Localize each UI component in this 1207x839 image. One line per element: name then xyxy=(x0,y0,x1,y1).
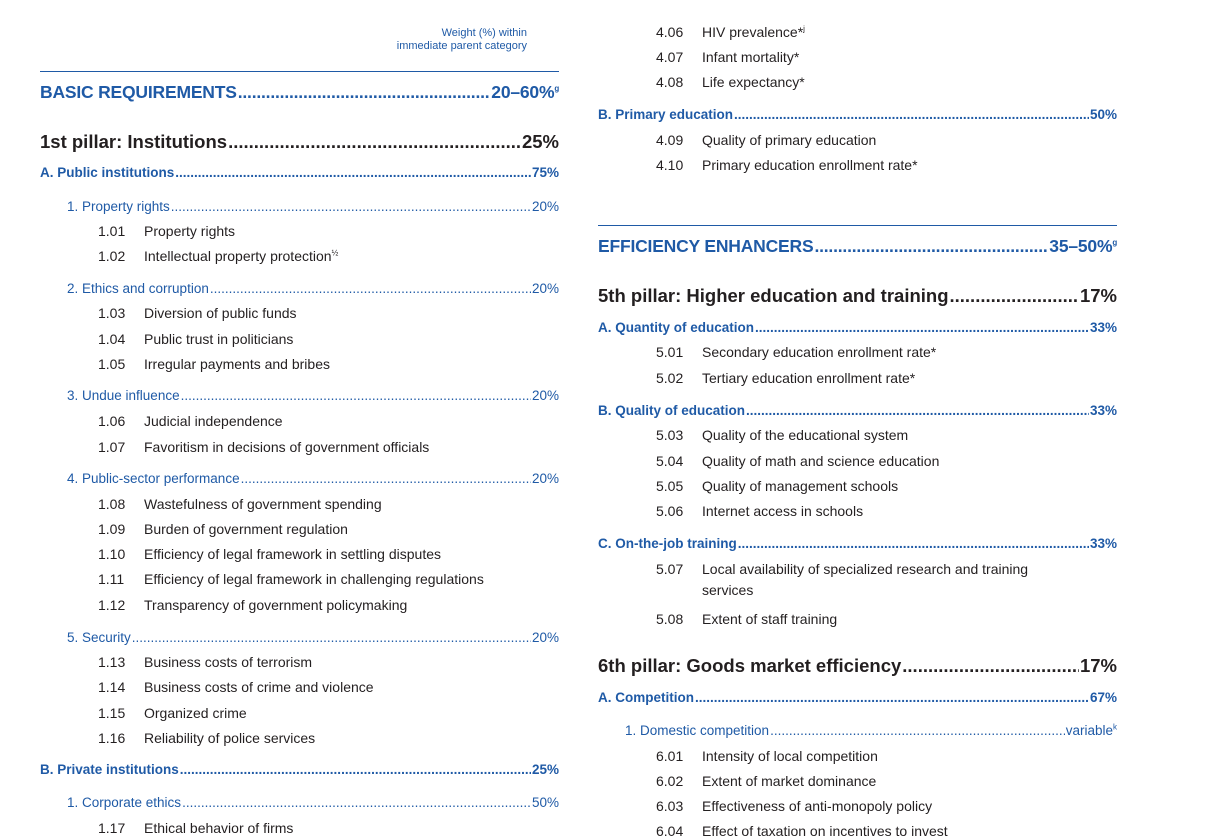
indicator-1-11: 1.11 Efficiency of legal framework in challenging regulations xyxy=(98,571,484,587)
category-security: 5. Security ..... 20% xyxy=(67,630,559,645)
indicator-4-08: 4.08 Life expectancy* xyxy=(656,74,805,90)
indicator-1-17: 1.17 Ethical behavior of firms xyxy=(98,820,294,836)
indicator-6-02: 6.02 Extent of market dominance xyxy=(656,773,877,789)
indicator-1-16: 1.16 Reliability of police services xyxy=(98,730,316,746)
indicator-1-09: 1.09 Burden of government regulation xyxy=(98,521,348,537)
indicator-1-08: 1.08 Wastefulness of government spending xyxy=(98,496,382,512)
indicator-5-03: 5.03 Quality of the educational system xyxy=(656,427,909,443)
basic-requirements-heading: BASIC REQUIREMENTS ..... 20–60%$^g$ xyxy=(40,82,559,103)
indicator-6-03: 6.03 Effectiveness of anti-monopoly policy xyxy=(656,798,933,814)
category-property-rights: 1. Property rights ..... 20% xyxy=(67,199,559,214)
subindex-private-institutions: B. Private institutions ..... 25% xyxy=(40,762,559,777)
category-public-sector-performance: 4. Public-sector performance ..... 20% xyxy=(67,471,559,486)
indicator-1-14: 1.14 Business costs of crime and violence xyxy=(98,679,374,695)
indicator-5-04: 5.04 Quality of math and science education xyxy=(656,453,940,469)
subindex-primary-education: B. Primary education ..... 50% xyxy=(598,107,1117,122)
indicator-1-03: 1.03 Diversion of public funds xyxy=(98,305,297,321)
indicator-4-09: 4.09 Quality of primary education xyxy=(656,132,877,148)
indicator-5-07: 5.07 Local availability of specialized research and training services xyxy=(656,561,1029,598)
indicator-4-07: 4.07 Infant mortality* xyxy=(656,49,800,65)
category-corporate-ethics: 1. Corporate ethics ..... 50% xyxy=(67,795,559,810)
indicator-4-06: 4.06 HIV prevalence*$^j$ xyxy=(656,24,805,40)
indicator-6-01: 6.01 Intensity of local competition xyxy=(656,748,878,764)
indicator-1-04: 1.04 Public trust in politicians xyxy=(98,331,294,347)
indicator-1-06: 1.06 Judicial independence xyxy=(98,413,283,429)
subindex-quantity-education: A. Quantity of education ..... 33% xyxy=(598,320,1117,335)
indicator-5-05: 5.05 Quality of management schools xyxy=(656,478,899,494)
pillar-6-heading: 6th pillar: Goods market efficiency ..... 17% xyxy=(598,655,1117,677)
indicator-1-15: 1.15 Organized crime xyxy=(98,705,247,721)
indicator-4-10: 4.10 Primary education enrollment rate* xyxy=(656,157,918,173)
indicator-1-13: 1.13 Business costs of terrorism xyxy=(98,654,313,670)
subindex-public-institutions: A. Public institutions ..... 75% xyxy=(40,165,559,180)
subindex-quality-education: B. Quality of education ..... 33% xyxy=(598,403,1117,418)
pillar-5-heading: 5th pillar: Higher education and training ..... 17% xyxy=(598,285,1117,307)
indicator-1-01: 1.01 Property rights xyxy=(98,223,236,239)
category-domestic-competition: 1. Domestic competition ..... variable$^k$ xyxy=(625,723,1117,738)
efficiency-enhancers-heading: EFFICIENCY ENHANCERS ..... 35–50%$^g$ xyxy=(598,236,1117,257)
indicator-5-01: 5.01 Secondary education enrollment rate* xyxy=(656,344,937,360)
indicator-1-07: 1.07 Favoritism in decisions of government officials xyxy=(98,439,430,455)
indicator-6-04: 6.04 Effect of taxation on incentives to invest xyxy=(656,823,948,839)
indicator-5-02: 5.02 Tertiary education enrollment rate* xyxy=(656,370,916,386)
section-rule xyxy=(40,71,559,72)
indicator-1-05: 1.05 Irregular payments and bribes xyxy=(98,356,330,372)
subindex-on-the-job-training: C. On-the-job training ..... 33% xyxy=(598,536,1117,551)
category-undue-influence: 3. Undue influence ..... 20% xyxy=(67,388,559,403)
category-ethics-corruption: 2. Ethics and corruption ..... 20% xyxy=(67,281,559,296)
weight-header-line1: Weight (%) within xyxy=(441,27,527,39)
weight-header-line2: immediate parent category xyxy=(396,40,527,52)
subindex-competition: A. Competition ..... 67% xyxy=(598,690,1117,705)
indicator-5-08: 5.08 Extent of staff training xyxy=(656,611,838,627)
section-rule xyxy=(598,225,1117,226)
indicator-1-10: 1.10 Efficiency of legal framework in settling disputes xyxy=(98,546,441,562)
indicator-1-12: 1.12 Transparency of government policymaking xyxy=(98,597,408,613)
indicator-1-02: 1.02 Intellectual property protection$^{\frac{1}{2}}$ xyxy=(98,248,339,264)
indicator-5-06: 5.06 Internet access in schools xyxy=(656,503,864,519)
pillar-1-heading: 1st pillar: Institutions ..... 25% xyxy=(40,131,559,153)
weight-header xyxy=(397,27,527,53)
